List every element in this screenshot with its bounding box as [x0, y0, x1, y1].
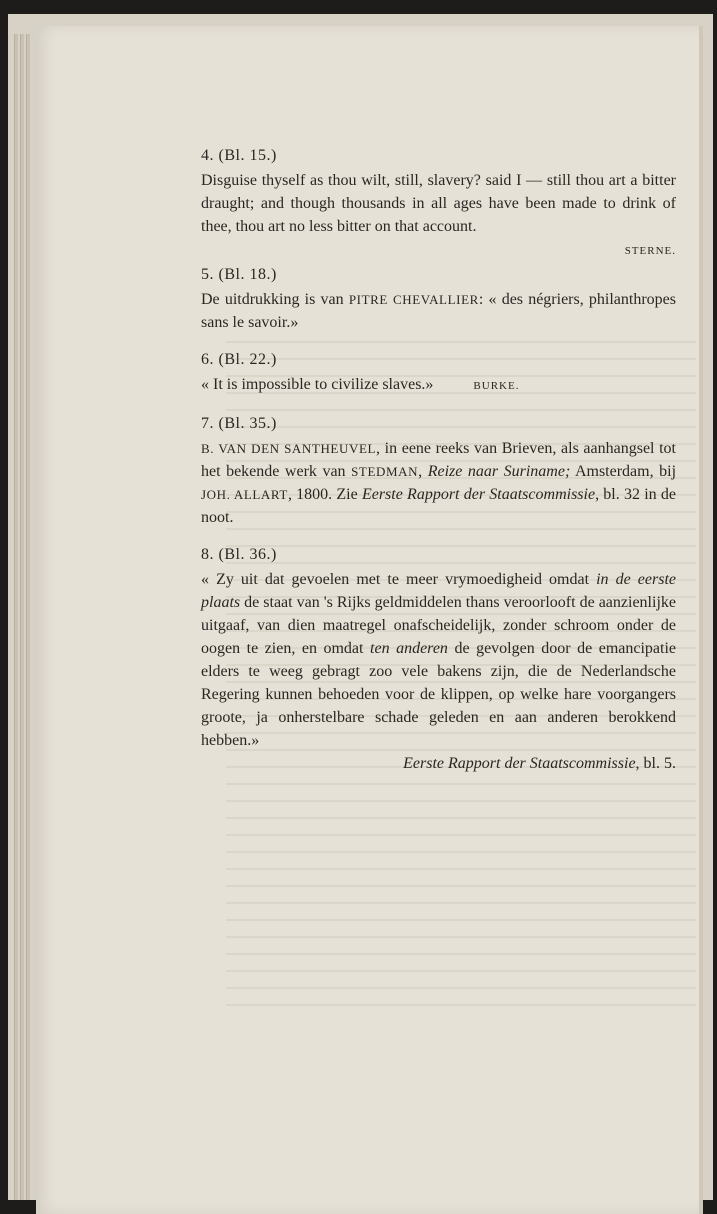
work-title: Eerste Rapport der Staatscommissie [361, 486, 596, 503]
note-5-text [201, 288, 676, 334]
author-name: STEDMAN [351, 464, 419, 479]
note-6-heading: 6. (Bl. 22.) [201, 351, 277, 368]
text: De uitdrukking is van [201, 291, 349, 308]
note-4-heading: 4. (Bl. 15.) [201, 147, 277, 164]
text: , in eene reeks van Brieven, als aanhangsel tot het bekende werk van [201, 440, 677, 480]
note-8-heading: 8. (Bl. 36.) [201, 546, 277, 563]
page-fold [699, 26, 703, 1214]
page-stack [8, 14, 713, 1200]
note-4-text: Disguise thyself as thou wilt, still, slavery? said I — still thou art a bitter draught; and though thousands in all ages have been made to drink of thee, thou art no less bitter on that account. [201, 172, 676, 235]
note-5-heading: 5. (Bl. 18.) [201, 266, 277, 283]
text: , 1800. Zie [287, 486, 362, 503]
emphasis: ten anderen [370, 640, 448, 657]
text: , [418, 463, 428, 480]
notes-block [201, 144, 676, 775]
note-7-heading: 7. (Bl. 35.) [201, 415, 277, 432]
text: de gevolgen door de emancipatie elders te weeg gebragt zoo vele bakens zijn, die de Nederlandsche Regering kunnen behoeden voor de klippen, op welke hare voorgangers groote, ja onherstelbare schade geleden en aan anderen berokkend hebben.» [201, 640, 677, 749]
text: « Zy uit dat gevoelen met te meer vrymoedigheid omdat [201, 571, 597, 588]
author-name: JOH. ALLART [201, 487, 288, 502]
page-edge [26, 34, 30, 1200]
page-edge [20, 34, 24, 1200]
work-title: Reize naar Suriname; [427, 463, 571, 480]
page-edge [14, 34, 18, 1200]
text: : « des négriers, philanthropes sans le savoir.» [201, 291, 677, 331]
note-6-signature: BURKE. [473, 380, 520, 392]
text: , bl. 32 in de noot. [201, 486, 676, 526]
book-page [36, 26, 703, 1214]
emphasis: in de eerste plaats [201, 571, 676, 611]
note-4-signature: STERNE. [624, 245, 676, 257]
text: , bl. 5. [635, 755, 676, 772]
quote: « It is impossible to civilize slaves.» [201, 376, 434, 393]
author-name: PITRE CHEVALLIER [348, 292, 479, 307]
note-6-text [201, 373, 676, 398]
note-8-text [201, 568, 676, 752]
text: Amsterdam, bij [570, 463, 677, 480]
work-title: Eerste Rapport der Staatscommissie [403, 755, 636, 772]
text: de staat van 's Rijks geldmiddelen thans veroorlooft de aanzienlijke uitgaaf, van dien maatregel onafscheidelijk, zonder schroom onder de oogen te zien, en omdat [201, 594, 676, 657]
note-8-source [201, 752, 676, 775]
author-name: B. VAN DEN SANTHEUVEL [201, 441, 377, 456]
note-7-text [201, 437, 676, 529]
